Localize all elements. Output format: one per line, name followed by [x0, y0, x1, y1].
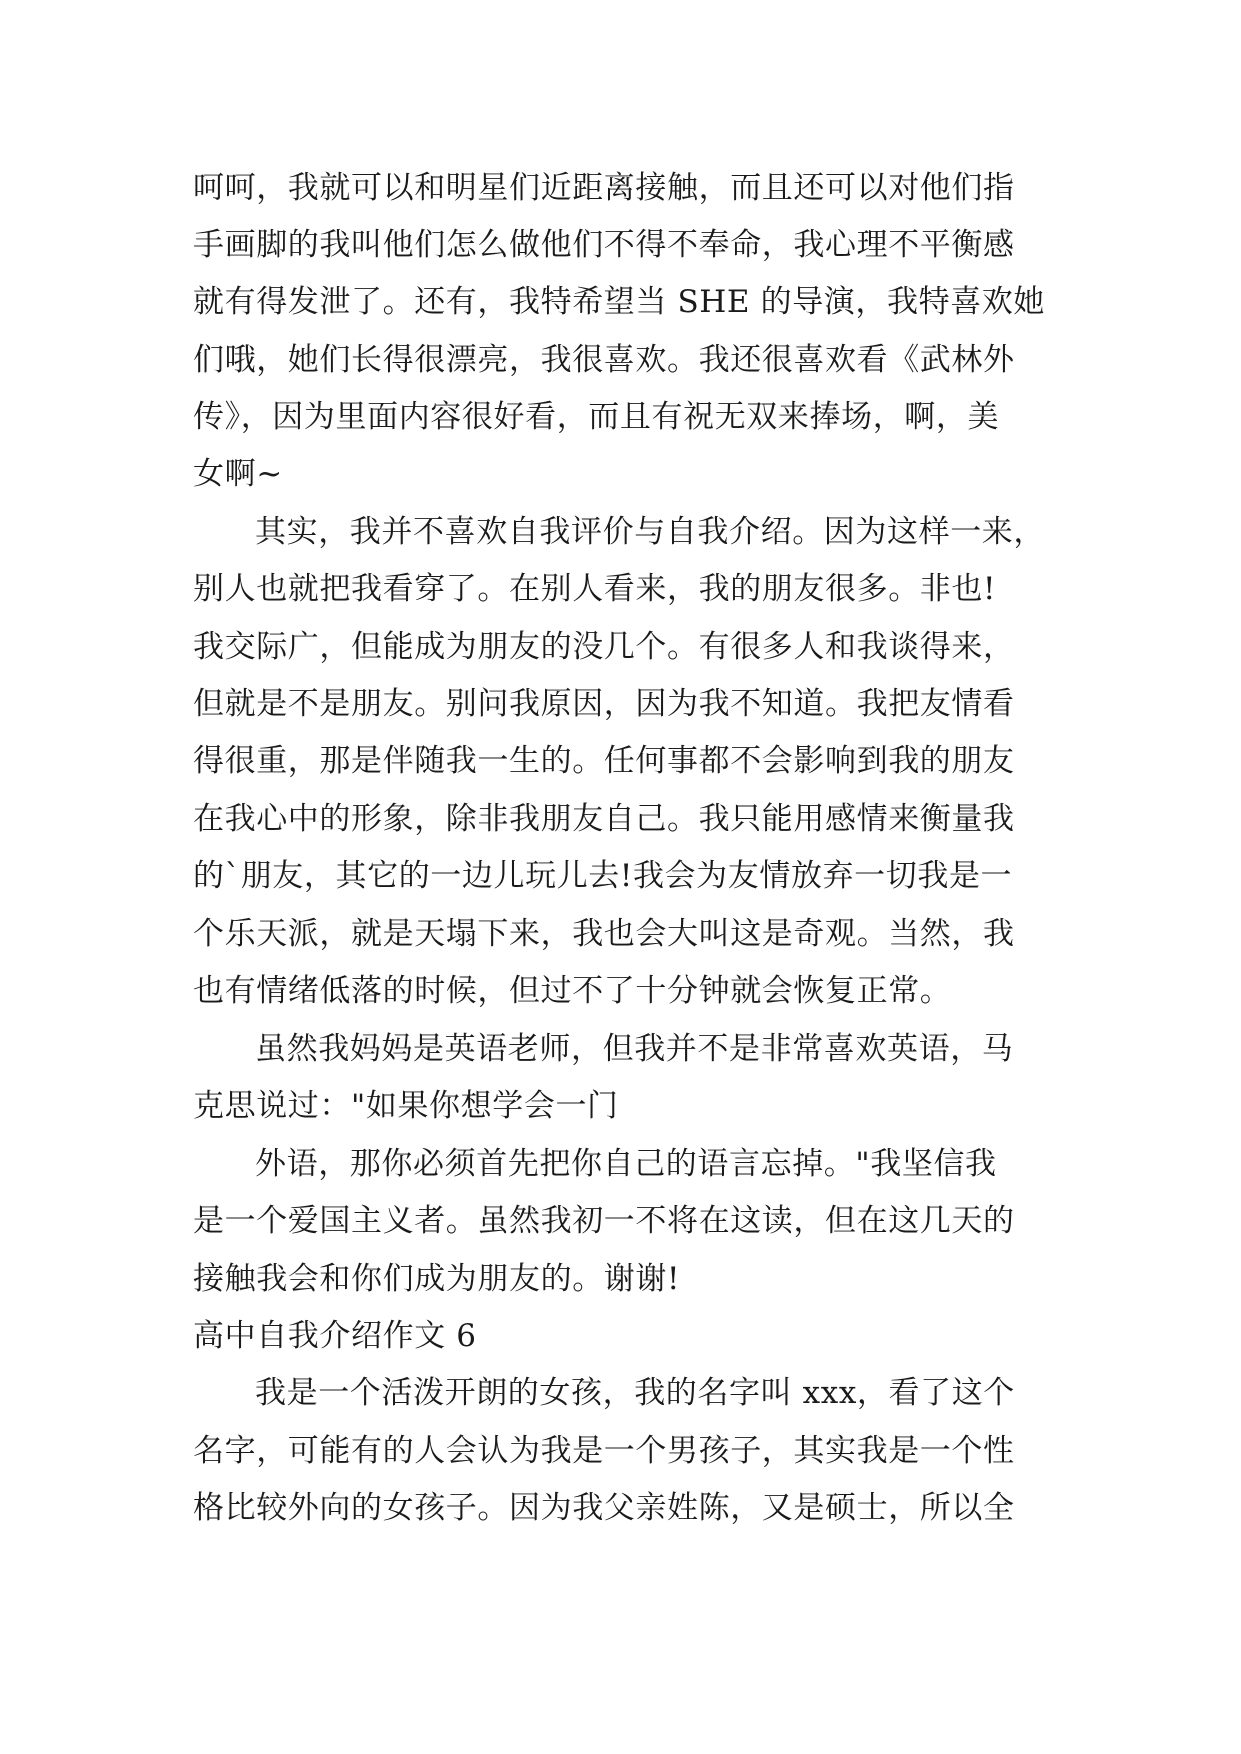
text-line: 但就是不是朋友。别问我原因，因为我不知道。我把友情看 — [193, 686, 1015, 722]
text-line: 格比较外向的女孩子。因为我父亲姓陈，又是硕士，所以全 — [193, 1490, 1015, 1526]
paragraph-first-line: 虽然我妈妈是英语老师，但我并不是非常喜欢英语，马 — [255, 1031, 1014, 1067]
text-line: 女啊~ — [193, 456, 283, 492]
text-line: 克思说过："如果你想学会一门 — [193, 1088, 619, 1124]
text-line: 们哦，她们长得很漂亮，我很喜欢。我还很喜欢看《武林外 — [193, 342, 1015, 378]
text-line: 接触我会和你们成为朋友的。谢谢! — [193, 1261, 681, 1297]
text-line: 个乐天派，就是天塌下来，我也会大叫这是奇观。当然，我 — [193, 916, 1015, 952]
text-line: 别人也就把我看穿了。在别人看来，我的朋友很多。非也! — [193, 571, 997, 607]
text-line: 手画脚的我叫他们怎么做他们不得不奉命，我心理不平衡感 — [193, 227, 1015, 263]
paragraph-first-line: 外语，那你必须首先把你自己的语言忘掉。"我坚信我 — [255, 1146, 997, 1182]
text-line: 的`朋友，其它的一边儿玩儿去!我会为友情放弃一切我是一 — [193, 858, 1013, 894]
text-line: 我交际广，但能成为朋友的没几个。有很多人和我谈得来， — [193, 629, 1015, 665]
section-heading: 高中自我介绍作文 6 — [193, 1318, 477, 1354]
paragraph-first-line: 其实，我并不喜欢自我评价与自我介绍。因为这样一来， — [255, 514, 1045, 550]
paragraph-first-line: 我是一个活泼开朗的女孩，我的名字叫 xxx，看了这个 — [255, 1375, 1015, 1411]
text-line: 在我心中的形象，除非我朋友自己。我只能用感情来衡量我 — [193, 801, 1015, 837]
text-line: 呵呵，我就可以和明星们近距离接触，而且还可以对他们指 — [193, 170, 1015, 206]
text-line: 就有得发泄了。还有，我特希望当 SHE 的导演，我特喜欢她 — [193, 284, 1046, 320]
text-line: 得很重，那是伴随我一生的。任何事都不会影响到我的朋友 — [193, 743, 1015, 779]
text-line: 是一个爱国主义者。虽然我初一不将在这读，但在这几天的 — [193, 1203, 1015, 1239]
text-line: 也有情绪低落的时候，但过不了十分钟就会恢复正常。 — [193, 973, 952, 1009]
text-line: 传》，因为里面内容很好看，而且有祝无双来捧场，啊，美 — [193, 399, 1000, 435]
text-line: 名字，可能有的人会认为我是一个男孩子，其实我是一个性 — [193, 1433, 1015, 1469]
